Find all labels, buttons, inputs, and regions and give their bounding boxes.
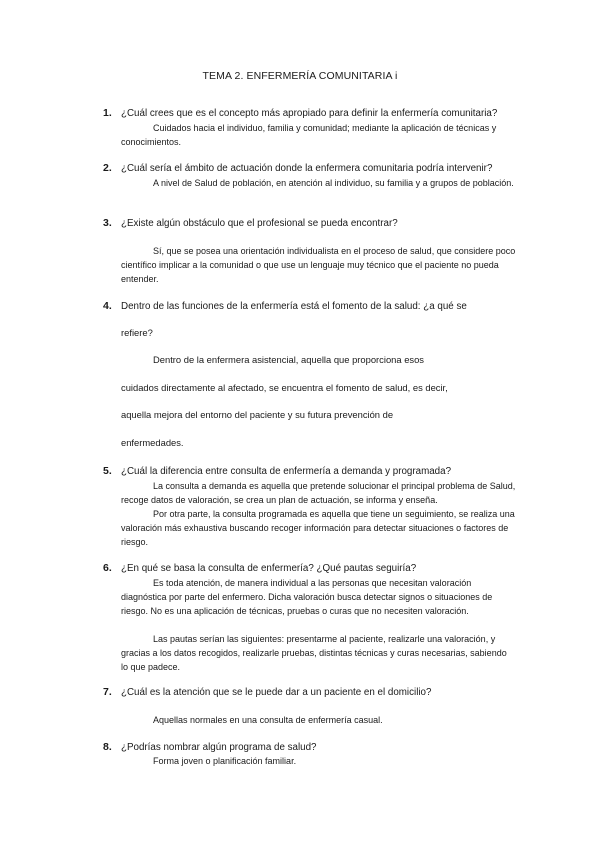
question-text: ¿En qué se basa la consulta de enfermería? ¿Qué pautas seguiría? [121,563,417,574]
question-text-line-1: Dentro de las funciones de la enfermería está el fomento de la salud: ¿a qué se [121,301,467,312]
answer-text: Sí, que se posea una orientación individualista en el proceso de salud, que considere poco científico implicar a la comunidad o que use un lenguaje muy técnico que el paciente no pueda entender. [121,246,516,285]
question-text: ¿Cuál sería el ámbito de actuación donde la enfermera comunitaria podría intervenir? [121,163,493,174]
document-title: TEMA 2. ENFERMERÍA COMUNITARIA i [202,70,398,82]
question-text: ¿Cuál crees que es el concepto más apropiado para definir la enfermería comunitaria? [121,108,498,119]
answer-text-2: Las pautas serían las siguientes: presentarme al paciente, realizarle una valoración, y gracias a los datos recogidos, realizarle pruebas, distintas técnicas y curas necesarias, sabiendo lo que padece. [121,634,507,673]
question-number: 5. [103,465,112,477]
answer-text-2: Por otra parte, la consulta programada es aquella que tiene un seguimiento, se realiza una valoración más exhaustiva buscando recoger información para detectar situaciones o factores de riesgo. [121,509,515,548]
answer-text: Aquellas normales en una consulta de enfermería casual. [153,715,383,725]
question-text: ¿Cuál la diferencia entre consulta de enfermería a demanda y programada? [121,466,452,477]
question-number: 2. [103,162,112,174]
question-number: 6. [103,562,112,574]
answer-text: A nivel de Salud de población, en atención al individuo, su familia y a grupos de población. [153,178,514,188]
question-number: 4. [103,300,112,312]
question-number: 3. [103,217,112,229]
question-text: ¿Podrías nombrar algún programa de salud? [121,742,317,753]
answer-text: Forma joven o planificación familiar. [153,756,297,766]
question-text-line-2: refiere? [121,327,153,338]
answer-line-1: Dentro de la enfermera asistencial, aquella que proporciona esos [153,354,424,365]
question-number: 7. [103,686,112,698]
answer-text: Cuidados hacia el individuo, familia y comunidad; mediante la aplicación de técnicas y conocimientos. [121,123,497,148]
question-text: ¿Cuál es la atención que se le puede dar a un paciente en el domicilio? [121,687,432,698]
answer-line-2: cuidados directamente al afectado, se encuentra el fomento de salud, es decir, [121,382,448,393]
question-text: ¿Existe algún obstáculo que el profesional se pueda encontrar? [121,218,398,229]
question-number: 8. [103,741,112,753]
answer-text: Es toda atención, de manera individual a las personas que necesitan valoración diagnóstica por parte del enfermero. Dicha valoración busca detectar signos o situaciones de riesgo. No es una aplicación de técnicas, pruebas o curas que no necesiten valoración. [121,578,493,617]
answer-line-4: enfermedades. [121,437,184,448]
question-number: 1. [103,107,112,119]
answer-text: La consulta a demanda es aquella que pretende solucionar el principal problema de Salud, recoge datos de valoración, se crea un plan de actuación, se informa y enseña. [121,481,516,506]
answer-line-3: aquella mejora del entorno del paciente y su futura prevención de [121,409,394,420]
